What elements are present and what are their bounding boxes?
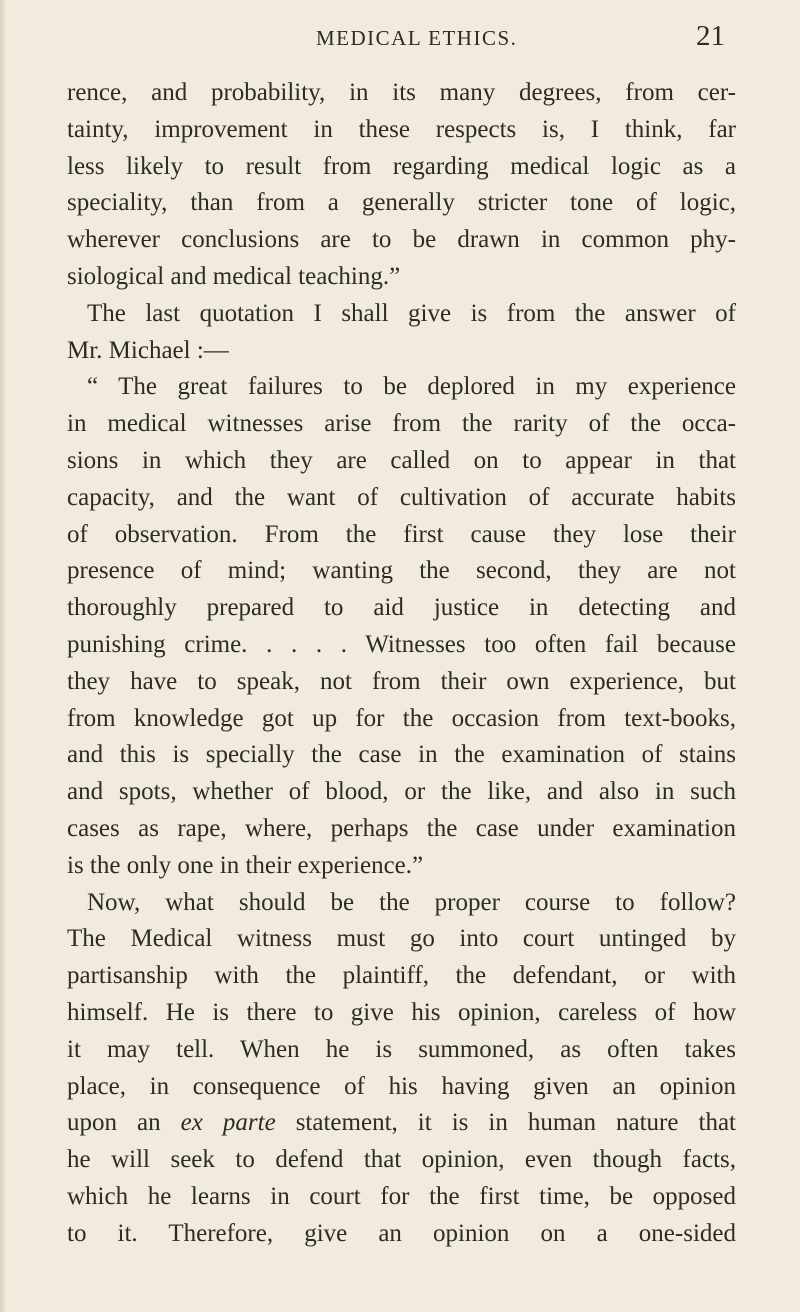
- italic-phrase: ex parte: [180, 1109, 276, 1137]
- text-line-content: it may tell. When he is summoned, as often takes: [67, 1035, 736, 1063]
- text-line-content: upon an: [67, 1109, 181, 1137]
- text-line-content: and spots, whether of blood, or the like, and also in such: [67, 778, 736, 806]
- text-line-content: he will seek to defend that opinion, even though facts,: [67, 1146, 736, 1174]
- text-line: [67, 885, 736, 922]
- text-line-content: The Medical witness must go into court untinged by: [67, 925, 736, 953]
- text-line: [67, 848, 736, 885]
- text-line: [67, 185, 736, 222]
- text-line-content: of observation. From the first cause they lose their: [67, 520, 736, 548]
- text-line-content: which he learns in court for the first time, be opposed: [67, 1182, 736, 1210]
- text-line-content: punishing crime. . . . . Witnesses too often fail because: [67, 630, 736, 658]
- text-line-content: thoroughly prepared to aid justice in detecting and: [67, 594, 736, 622]
- text-line: [67, 406, 736, 443]
- text-line: [67, 517, 736, 554]
- text-line-content: cases as rape, where, perhaps the case under examination: [67, 814, 736, 842]
- text-line-content: speciality, than from a generally stricter tone of logic,: [67, 189, 736, 217]
- text-line-continuation: statement, it is in human nature that: [275, 1109, 736, 1137]
- text-line: [67, 1032, 736, 1069]
- text-line: [67, 737, 736, 774]
- text-line-content: rence, and probability, in its many degrees, from cer-: [67, 79, 736, 106]
- text-line: [67, 1069, 736, 1106]
- text-line-content: wherever conclusions are to be drawn in common phy-: [67, 226, 736, 254]
- text-line-content: and this is specially the case in the examination of stains: [67, 741, 736, 769]
- text-line: [67, 921, 736, 958]
- text-line: [67, 1216, 736, 1253]
- text-line: [67, 958, 736, 995]
- text-line-content: The last quotation I shall give is from the answer of: [87, 299, 736, 327]
- text-line-content: tainty, improvement in these respects is, I think, far: [67, 115, 736, 143]
- text-line: [67, 774, 736, 811]
- text-line: [67, 149, 736, 186]
- text-line-content: less likely to result from regarding medical logic as a: [67, 152, 736, 180]
- text-line: [67, 296, 736, 333]
- text-line: [67, 259, 736, 296]
- text-line-content: presence of mind; wanting the second, they are not: [67, 557, 736, 585]
- text-line: [67, 627, 736, 664]
- page-gutter-shadow: [0, 0, 6, 1312]
- text-line-content: they have to speak, not from their own experience, but: [67, 667, 736, 695]
- text-line: [67, 1105, 736, 1142]
- text-line: [67, 811, 736, 848]
- text-line-content: Mr. Michael :—: [67, 336, 229, 364]
- text-line: [67, 590, 736, 627]
- text-line: [67, 369, 736, 406]
- text-line-content: “ The great failures to be deplored in my experience: [87, 373, 736, 401]
- text-line-content: in medical witnesses arise from the rarity of the occa-: [67, 410, 736, 438]
- text-line-content: to it. Therefore, give an opinion on a one-sided: [67, 1219, 736, 1247]
- text-line-content: capacity, and the want of cultivation of accurate habits: [67, 483, 736, 511]
- text-line: [67, 112, 736, 149]
- text-line-content: himself. He is there to give his opinion, careless of how: [67, 998, 736, 1026]
- text-line: [67, 443, 736, 480]
- text-line-content: from knowledge got up for the occasion from text-books,: [67, 704, 736, 732]
- text-line: [67, 75, 736, 112]
- text-line-content: siological and medical teaching.”: [67, 262, 401, 290]
- text-line-content: is the only one in their experience.”: [67, 851, 424, 879]
- text-line: [67, 701, 736, 738]
- text-line: [67, 664, 736, 701]
- text-line: [67, 553, 736, 590]
- text-line: [67, 995, 736, 1032]
- text-line: [67, 1142, 736, 1179]
- text-line-content: sions in which they are called on to appear in that: [67, 446, 736, 474]
- text-line: [67, 333, 736, 370]
- text-line: [67, 1179, 736, 1216]
- text-line: [67, 480, 736, 517]
- text-line-content: partisanship with the plaintiff, the defendant, or with: [67, 962, 736, 990]
- body-text: [67, 75, 736, 1253]
- text-line: [67, 222, 736, 259]
- page-number: 21: [696, 20, 725, 52]
- text-line-content: place, in consequence of his having given an opinion: [67, 1072, 736, 1100]
- running-title: MEDICAL ETHICS.: [316, 26, 518, 50]
- text-line-content: Now, what should be the proper course to follow?: [87, 888, 736, 916]
